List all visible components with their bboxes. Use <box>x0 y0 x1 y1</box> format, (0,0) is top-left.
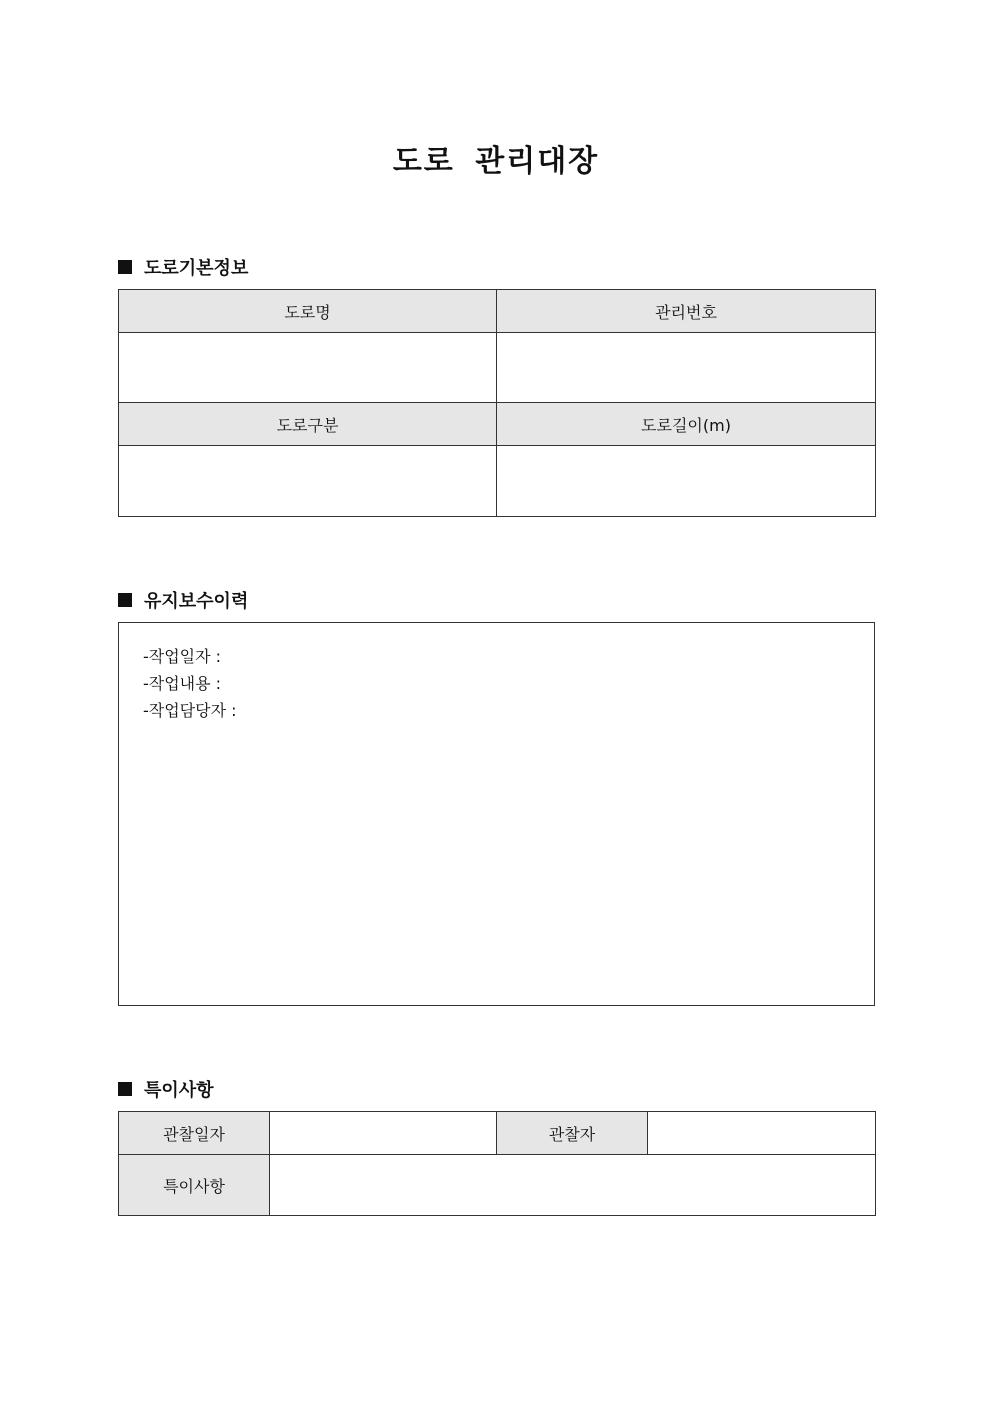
work-content-line: -작업내용 : <box>143 674 222 693</box>
mgmt-no-field[interactable] <box>497 333 876 403</box>
road-type-label: 도로구분 <box>119 403 497 446</box>
page-title: 도로 관리대장 <box>392 144 600 179</box>
notes-heading-text: 특이사항 <box>144 1080 214 1101</box>
maintenance-heading <box>118 587 248 613</box>
observer-field[interactable] <box>648 1112 876 1155</box>
square-bullet-icon <box>118 593 132 607</box>
square-bullet-icon <box>118 1082 132 1096</box>
obs-date-label: 관찰일자 <box>119 1112 270 1155</box>
road-name-field[interactable] <box>119 333 497 403</box>
basic-info-heading <box>118 254 248 280</box>
road-length-label: 도로길이(m) <box>497 403 876 446</box>
maintenance-box[interactable] <box>118 622 875 1006</box>
basic-info-table <box>118 289 876 517</box>
road-name-label: 도로명 <box>119 290 497 333</box>
work-manager-line: -작업담당자 : <box>143 701 237 720</box>
road-type-field[interactable] <box>119 446 497 517</box>
obs-date-field[interactable] <box>270 1112 497 1155</box>
work-date-line: -작업일자 : <box>143 647 222 666</box>
observer-label: 관찰자 <box>497 1112 648 1155</box>
square-bullet-icon <box>118 260 132 274</box>
notes-table <box>118 1111 876 1216</box>
notes-label: 특이사항 <box>119 1155 270 1216</box>
mgmt-no-label: 관리번호 <box>497 290 876 333</box>
road-length-field[interactable] <box>497 446 876 517</box>
notes-field[interactable] <box>270 1155 876 1216</box>
basic-info-heading-text: 도로기본정보 <box>144 258 249 279</box>
maintenance-lines <box>143 643 237 724</box>
notes-heading <box>118 1076 214 1102</box>
maintenance-heading-text: 유지보수이력 <box>144 591 249 612</box>
